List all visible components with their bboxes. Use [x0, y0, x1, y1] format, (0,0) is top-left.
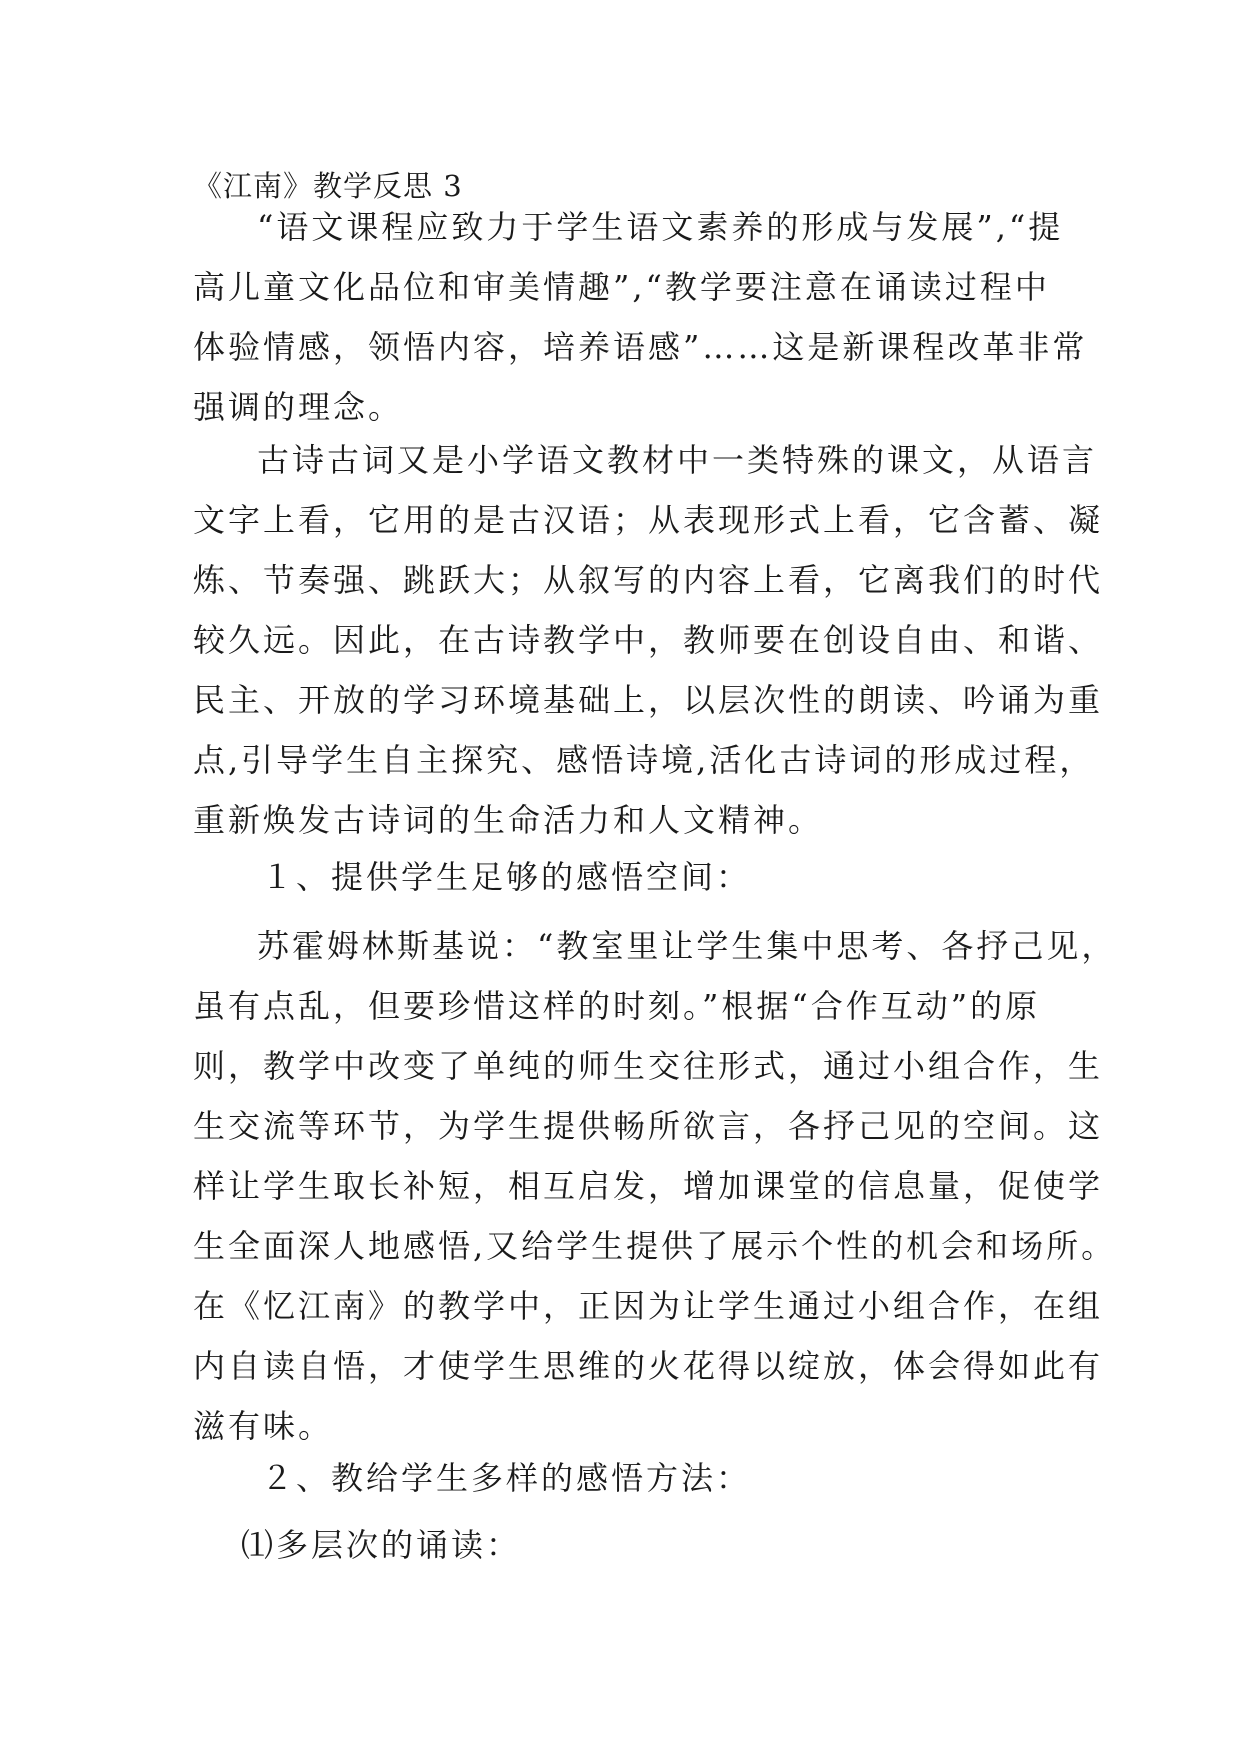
paragraph-1: [193, 197, 1088, 437]
paragraph-line: 在《忆江南》的教学中，正因为让学生通过小组合作，在组: [193, 1287, 1104, 1325]
paragraph-line: 虽有点乱，但要珍惜这样的时刻。”根据“合作互动”的原: [193, 987, 1041, 1025]
paragraph-line: 较久远。因此，在古诗教学中，教师要在创设自由、和谐、: [193, 621, 1104, 659]
paragraph-line: 生全面深人地感悟,又给学生提供了展示个性的机会和场所。: [193, 1227, 1117, 1265]
paragraph-line: 滋有味。: [193, 1407, 334, 1445]
paragraph-line: 体验情感，领悟内容，培养语感”……这是新课程改革非常: [193, 328, 1088, 366]
sub-heading-1: [193, 1515, 1063, 1575]
paragraph-line: 炼、节奏强、跳跃大；从叙写的内容上看，它离我们的时代: [193, 561, 1104, 599]
paragraph-3: [193, 916, 1117, 1456]
paragraph-line: 强调的理念。: [193, 388, 404, 426]
sub-heading: ⑴多层次的诵读：: [241, 1526, 522, 1564]
paragraph-line: 内自读自悟，才使学生思维的火花得以绽放，体会得如此有: [193, 1347, 1104, 1385]
paragraph-line: 样让学生取长补短，相互启发，增加课堂的信息量，促使学: [193, 1167, 1104, 1205]
section-heading: ２、教给学生多样的感悟方法：: [261, 1459, 752, 1497]
paragraph-2: [193, 430, 1104, 850]
paragraph-line: 生交流等环节，为学生提供畅所欲言，各抒己见的空间。这: [193, 1107, 1104, 1145]
paragraph-line: 民主、开放的学习环境基础上，以层次性的朗读、吟诵为重: [193, 681, 1104, 719]
paragraph-line: 文字上看，它用的是古汉语；从表现形式上看，它含蓄、凝: [193, 501, 1104, 539]
paragraph-line: 高儿童文化品位和审美情趣”,“教学要注意在诵读过程中: [193, 268, 1050, 306]
section-heading: １、提供学生足够的感悟空间：: [261, 858, 752, 896]
paragraph-line: 重新焕发古诗词的生命活力和人文精神。: [193, 801, 824, 839]
paragraph-line: 古诗古词又是小学语文教材中一类特殊的课文，从语言: [257, 441, 1098, 479]
paragraph-line: 点,引导学生自主探究、感悟诗境,活化古诗词的形成过程，: [193, 741, 1095, 779]
paragraph-line: “语文课程应致力于学生语文素养的形成与发展”,“提: [257, 208, 1064, 246]
document-title: 《江南》教学反思 3: [193, 169, 463, 203]
section-heading-2: [193, 1448, 1063, 1508]
paragraph-line: 则，教学中改变了单纯的师生交往形式，通过小组合作，生: [193, 1047, 1104, 1085]
section-heading-1: [193, 847, 1063, 907]
paragraph-line: 苏霍姆林斯基说：“教室里让学生集中思考、各抒己见，: [257, 927, 1117, 965]
